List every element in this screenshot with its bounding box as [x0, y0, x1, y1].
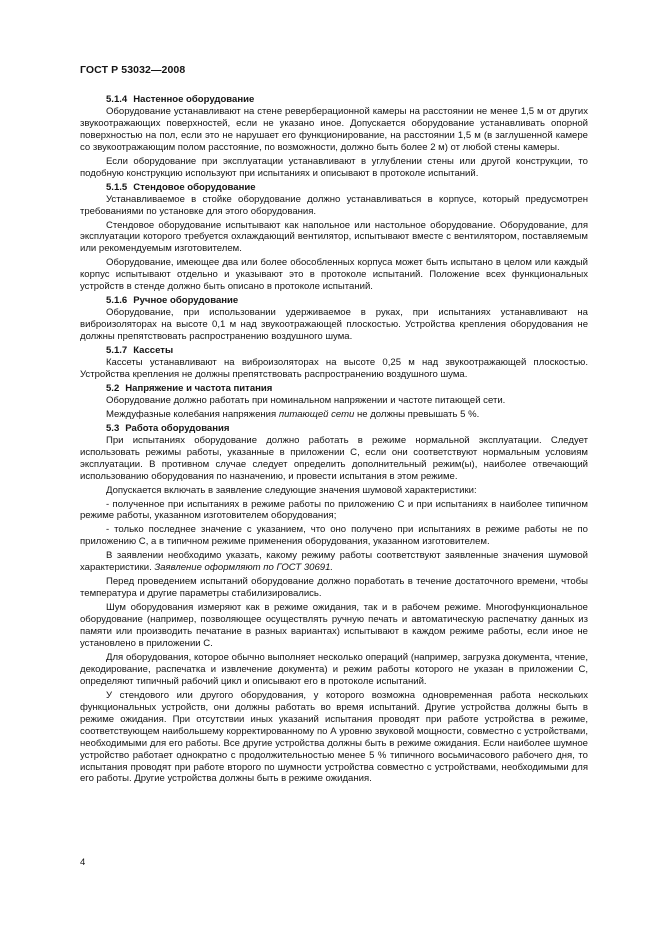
paragraph: Если оборудование при эксплуатации устанавливают в углублении стены или другой конструкции, то подобную конструкцию используют при испытаниях и описывают в протоколе испытаний.: [80, 155, 588, 179]
document-header: ГОСТ Р 53032—2008: [80, 64, 186, 76]
section-heading: 5.1.6 Ручное оборудование: [106, 295, 239, 307]
paragraph: Шум оборудования измеряют как в режиме ожидания, так и в рабочем режиме. Многофункциональное оборудование (например, позволяющее осуществлять ручную печать и автоматическую распечатку данных из памяти или производить печатание в разных вариантах) испытывают в каждом режиме работы, если иное не установлено в приложении С.: [80, 602, 588, 649]
section-heading: 5.1.4 Настенное оборудование: [106, 94, 255, 105]
document-body: [80, 94, 588, 785]
section-heading: 5.2 Напряжение и частота питания: [106, 382, 273, 394]
paragraph: Междуфазные колебания напряжения питающей сети не должны превышать 5 %.: [106, 408, 480, 420]
list-item: - только последнее значение с указанием, что оно получено при испытаниях в режиме работы не по приложению С, а в типичном режиме применения оборудования, указанном изготовителем.: [80, 524, 588, 548]
paragraph: Устанавливаемое в стойке оборудование должно устанавливаться в корпусе, который предусмотрен требованиями по установке для этого оборудования.: [80, 193, 588, 217]
list-item: - полученное при испытаниях в режиме работы по приложению С и при испытаниях в наиболее типичном режиме работы, указанном изготовителем оборудования;: [80, 498, 588, 522]
paragraph: В заявлении необходимо указать, какому режиму работы соответствуют заявленные значения шумовой характеристики. Заявление оформляют по ГОСТ 30691.: [80, 550, 588, 574]
paragraph: Оборудование должно работать при номинальном напряжении и частоте питающей сети.: [106, 394, 506, 406]
paragraph: Перед проведением испытаний оборудование должно поработать в течение достаточного времени, чтобы температура и другие параметры стабилизировались.: [80, 576, 588, 600]
paragraph: Стендовое оборудование испытывают как напольное или настольное оборудование. Оборудование, для эксплуатации которого требуется охлаждающий вентилятор, испытывают вместе с вентилятором, поставляемым или рекомендуемым изготовителем.: [80, 219, 588, 255]
section-heading: 5.1.7 Кассеты: [106, 345, 174, 357]
paragraph: При испытаниях оборудование должно работать в режиме нормальной эксплуатации. Следует использовать режимы работы, указанные в приложении С, если они соответствуют нормальным условиям эксплуатации. В противном случае следует определить дополнительный режим(ы), наиболее отвечающий использованию оборудования по назначению, и провести испытания в этом режиме.: [80, 434, 588, 482]
paragraph: Кассеты устанавливают на виброизоляторах на высоте 0,25 м над звукоотражающей плоскостью. Устройства крепления не должны препятствовать распространению воздушного шума.: [80, 357, 588, 380]
paragraph: Оборудование, имеющее два или более обособленных корпуса может быть испытано в целом или каждый корпус испытывают отдельно и указывают это в протоколе испытаний. Положение всех функциональных устройств в стенде должно быть описано в протоколе испытаний.: [80, 257, 588, 293]
page-number: 4: [80, 857, 86, 868]
paragraph: Оборудование устанавливают на стене реверберационной камеры на расстоянии не менее 1,5 м от других звукоотражающих поверхностей, если не указано иное. Допускается оборудование устанавливать опорной поверхностью на пол, если это не нарушает его функционирование, на расстоянии 1,5 м (в заглушенной камере со звукоотражающим полом расстояние, по возможности, должно быть более 2 м) от любой стены камеры.: [80, 105, 588, 153]
section-heading: 5.1.5 Стендовое оборудование: [106, 181, 256, 193]
paragraph: Оборудование, при использовании удерживаемое в руках, при испытаниях устанавливают на виброизоляторах на высоте 0,1 м над звукоотражающей плоскостью. Устройства крепления оборудования не должны препятствовать распространению воздушного шума.: [80, 307, 588, 343]
paragraph: У стендового или другого оборудования, у которого возможна одновременная работа нескольких функциональных устройств, они должны работать во время испытаний. Другие устройства должны быть в режиме ожидания. При отсутствии иных указаний испытания проводят при работе устройства в режиме, соответствующем наибольшему корректированному по А уровню звуковой мощности, совместно с устройствами, необходимыми для его работы. Все другие устройства должны быть в режиме ожидания. Если наиболее шумное устройство работает однократно с продолжительностью менее 5 % типичного восьмичасового рабочего дня, то испытания проводят при работе второго по шумности устройства совместно с устройствами, необходимыми для его работы. Другие устройства должны быть в режиме ожидания.: [80, 689, 588, 785]
paragraph: Для оборудования, которое обычно выполняет несколько операций (например, загрузка документа, чтение, декодирование, распечатка и извлечение документа) и режим работы которого не указан в приложении С, определяют типичный рабочий цикл и описывают его в протоколе испытаний.: [80, 651, 588, 687]
paragraph: Допускается включать в заявление следующие значения шумовой характеристики:: [106, 484, 477, 496]
section-heading: 5.3 Работа оборудования: [106, 422, 230, 434]
